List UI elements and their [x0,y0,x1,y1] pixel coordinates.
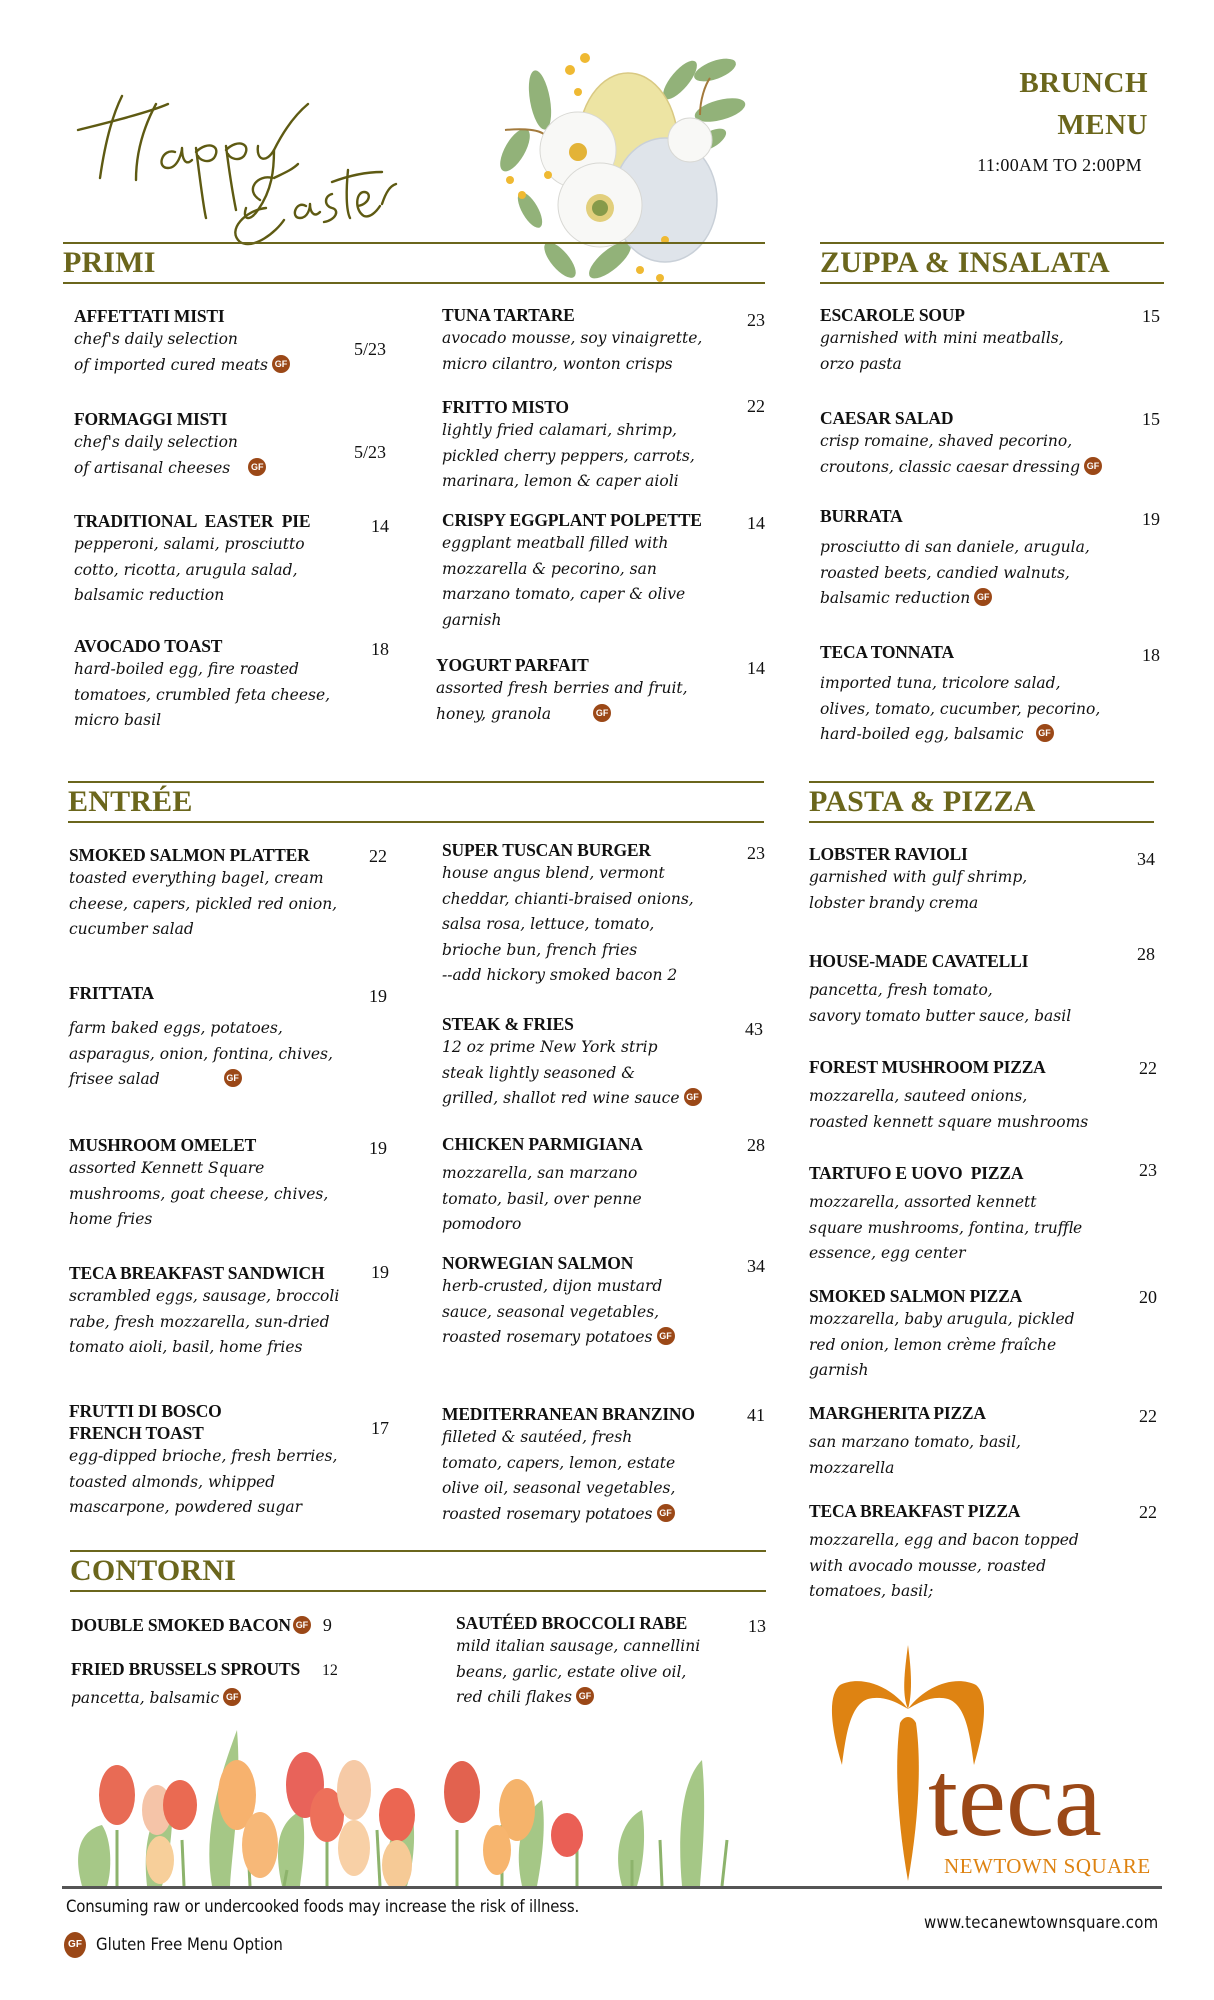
menu-item-super-tuscan-burger [442,839,772,989]
brunch-menu-title [1019,62,1148,146]
item-desc: pepperoni, salami, prosciutto cotto, ricotta, arugula salad, balsamic reduction [74,535,305,604]
item-name: AVOCADO TOAST [74,636,223,656]
menu-item-frutti-di-bosco-french-toast [69,1400,399,1521]
item-price: 13 [748,1616,766,1636]
item-name: TRADITIONAL EASTER PIE [74,511,311,531]
menu-item-forest-mushroom-pizza [809,1056,1159,1135]
menu-item-double-smoked-bacon [71,1614,391,1636]
item-name: STEAK & FRIES [442,1014,574,1034]
item-desc: scrambled eggs, sausage, broccoli rabe, fresh mozzarella, sun-dried tomato aioli, basil, home fries [69,1287,340,1356]
item-name: TECA BREAKFAST SANDWICH [69,1263,325,1283]
gluten-free-badge-icon: GF [64,1932,86,1958]
item-price: 22 [369,846,387,866]
item-price: 43 [745,1019,763,1039]
item-desc: hard-boiled egg, fire roasted tomatoes, crumbled feta cheese, micro basil [74,660,331,729]
item-name: NORWEGIAN SALMON [442,1253,634,1273]
item-desc: pancetta, balsamic GF [71,1686,391,1712]
item-name: FRIED BRUSSELS SPROUTS 12 [71,1659,338,1679]
item-desc: prosciutto di san daniele, arugula, roasted beets, candied walnuts, balsamic reduction GF [820,538,1090,607]
happy-easter-script [70,60,400,250]
item-desc: garnished with mini meatballs, orzo pasta [820,329,1064,373]
item-name: FOREST MUSHROOM PIZZA [809,1057,1046,1077]
item-desc: herb-crusted, dijon mustard sauce, seasonal vegetables, roasted rosemary potatoes GF [442,1274,772,1351]
brunch-title-line2: MENU [1057,109,1148,141]
section-title: ENTRÉE [68,785,193,818]
gluten-free-badge-icon: GF [974,588,992,606]
svg-text:NEWTOWN SQUARE: NEWTOWN SQUARE [944,1854,1151,1878]
menu-item-tartufo-e-uovo-pizza [809,1162,1159,1267]
menu-item-escarole-soup [820,304,1165,377]
menu-item-yogurt-parfait [436,654,772,727]
menu-item-margherita-pizza [809,1402,1159,1481]
gluten-free-badge-icon: GF [293,1616,311,1634]
menu-item-fried-brussels-sprouts [71,1658,391,1712]
section-title: CONTORNI [70,1554,237,1587]
gluten-free-legend-text: Gluten Free Menu Option [96,1935,283,1955]
item-price: 18 [1142,645,1160,665]
item-price: 23 [747,310,765,330]
item-desc: mozzarella, egg and bacon topped with avocado mousse, roasted tomatoes, basil; [809,1531,1079,1600]
item-name: HOUSE-MADE CAVATELLI [809,951,1029,971]
item-price: 14 [747,513,765,533]
gluten-free-badge-icon: GF [657,1327,675,1345]
section-title: PRIMI [63,246,156,279]
menu-item-house-made-cavatelli [809,944,1159,1029]
gluten-free-badge-icon: GF [1084,457,1102,475]
item-price: 34 [747,1256,765,1276]
menu-item-affettati-misti [74,305,404,378]
item-desc: lightly fried calamari, shrimp, pickled cherry peppers, carrots, marinara, lemon & caper aioli [442,421,695,490]
menu-item-crispy-eggplant-polpette [442,509,772,633]
section-title: ZUPPA & INSALATA [820,246,1110,279]
item-name: CRISPY EGGPLANT POLPETTE [442,510,702,530]
item-name: MARGHERITA PIZZA [809,1403,986,1423]
item-name-line2: FRENCH TOAST [69,1423,204,1443]
menu-item-teca-breakfast-pizza [809,1500,1159,1605]
item-price: 5/23 [354,339,387,359]
gluten-free-badge-icon: GF [657,1504,675,1522]
item-desc: 12 oz prime New York strip steak lightly seasoned & grilled, shallot red wine sauce GF [442,1035,772,1112]
menu-item-lobster-ravioli [809,843,1159,916]
item-price: 9 [322,1615,332,1635]
teca-logo-icon [820,1645,1160,1885]
item-name: TARTUFO E UOVO PIZZA [809,1163,1024,1183]
item-name: FRITTO MISTO [442,397,569,417]
item-desc: assorted fresh berries and fruit, honey, granola GF [436,679,688,723]
item-name: BURRATA [820,506,903,526]
raw-food-disclaimer: Consuming raw or undercooked foods may increase the risk of illness. [66,1897,580,1917]
item-name: SMOKED SALMON PIZZA [809,1286,1023,1306]
menu-item-sauteed-broccoli-rabe [456,1612,776,1711]
menu-item-fritto-misto [442,396,772,495]
item-desc: mozzarella, baby arugula, pickled red onion, lemon crème fraîche garnish [809,1310,1075,1379]
item-name: TUNA TARTARE [442,305,575,325]
item-price: 28 [747,1135,765,1155]
item-price: 15 [1142,306,1160,326]
menu-item-tuna-tartare [442,304,772,377]
item-name: TECA BREAKFAST PIZZA [809,1501,1021,1521]
brunch-hours: 11:00AM TO 2:00PM [977,155,1142,175]
svg-text:teca: teca [928,1740,1102,1859]
item-price: 14 [747,658,765,678]
section-header-entree [68,781,764,823]
gluten-free-badge-icon: GF [248,458,266,476]
footer-divider [62,1886,1162,1889]
item-price: 19 [1142,509,1160,529]
item-name: FRITTATA [69,983,154,1003]
gluten-free-badge-icon: GF [224,1069,242,1087]
gluten-free-legend [64,1932,308,1958]
item-price: 22 [1139,1406,1157,1426]
menu-item-traditional-easter-pie [74,510,404,609]
menu-item-norwegian-salmon [442,1252,772,1351]
item-name: CAESAR SALAD [820,408,954,428]
item-name: AFFETTATI MISTI [74,306,225,326]
item-name: LOBSTER RAVIOLI [809,844,968,864]
gluten-free-badge-icon: GF [223,1688,241,1706]
item-price: 23 [1139,1160,1157,1180]
item-desc: egg-dipped brioche, fresh berries, toasted almonds, whipped mascarpone, powdered sugar [69,1447,338,1516]
teca-logo [820,1645,1160,1885]
item-desc: mozzarella, sauteed onions, roasted kennett square mushrooms [809,1087,1089,1131]
menu-item-frittata [69,982,399,1093]
happy-easter-lettering-icon [70,60,400,250]
gluten-free-badge-icon: GF [272,355,290,373]
item-desc: farm baked eggs, potatoes, asparagus, onion, fontina, chives, frisee salad GF [69,1019,333,1088]
menu-item-burrata [820,505,1165,612]
item-name: SAUTÉED BROCCOLI RABE [456,1613,688,1633]
item-name: SMOKED SALMON PLATTER [69,845,310,865]
item-desc: toasted everything bagel, cream cheese, capers, pickled red onion, cucumber salad [69,869,338,938]
gluten-free-badge-icon: GF [576,1687,594,1705]
item-price: 18 [371,639,389,659]
item-price: 41 [747,1405,765,1425]
tulips-illustration [62,1730,782,1886]
item-name: TECA TONNATA [820,642,954,662]
item-price: 20 [1139,1287,1157,1307]
gluten-free-badge-icon: GF [593,704,611,722]
item-name: CHICKEN PARMIGIANA [442,1134,643,1154]
tulips-icon [62,1730,782,1886]
item-desc: imported tuna, tricolore salad, olives, tomato, cucumber, pecorino, hard-boiled egg, balsamic GF [820,674,1101,743]
item-price: 34 [1137,849,1155,869]
section-title: PASTA & PIZZA [809,785,1036,818]
item-price: 19 [369,986,387,1006]
section-header-pasta-pizza [809,781,1154,823]
item-name: ESCAROLE SOUP [820,305,965,325]
item-name: FRUTTI DI BOSCO [69,1401,222,1421]
website-link[interactable]: www.tecanewtownsquare.com [923,1913,1158,1933]
item-desc: filleted & sautéed, fresh tomato, capers, lemon, estate olive oil, seasonal vegetables, roasted rosemary potatoes GF [442,1428,676,1523]
menu-item-teca-tonnata [820,641,1165,748]
item-desc: chef's daily selection of artisanal cheeses GF [74,430,404,481]
item-name: YOGURT PARFAIT [436,655,589,675]
menu-item-caesar-salad [820,407,1165,480]
menu-item-steak-and-fries [442,1013,772,1112]
item-desc: mozzarella, san marzano tomato, basil, over penne pomodoro [442,1164,642,1233]
menu-item-mediterranean-branzino [442,1403,772,1527]
item-desc: mozzarella, assorted kennett square mushrooms, fontina, truffle essence, egg center [809,1193,1083,1262]
section-header-contorni [70,1550,766,1592]
item-price: 12 [322,1662,338,1679]
item-price: 22 [747,396,765,416]
item-price: 15 [1142,409,1160,429]
gluten-free-badge-icon: GF [1036,724,1054,742]
item-price: 19 [371,1262,389,1282]
item-price: 17 [371,1418,389,1438]
section-header-zuppa-insalata [820,242,1164,284]
menu-item-smoked-salmon-pizza [809,1285,1159,1384]
menu-item-chicken-parmigiana [442,1133,772,1238]
item-desc: garnished with gulf shrimp, lobster brandy crema [809,868,1028,912]
item-price: 5/23 [354,442,387,462]
item-price: 14 [371,516,389,536]
item-desc: eggplant meatball filled with mozzarella & pecorino, san marzano tomato, caper & olive garnish [442,534,686,629]
item-desc: mild italian sausage, cannellini beans, garlic, estate olive oil, red chili flakes GF [456,1637,701,1706]
item-price: 22 [1139,1058,1157,1078]
item-name: SUPER TUSCAN BURGER [442,840,651,860]
section-header-primi [63,242,765,284]
item-desc: chef's daily selection of imported cured meats GF [74,327,404,378]
menu-item-mushroom-omelet [69,1134,399,1233]
item-desc: pancetta, fresh tomato, savory tomato butter sauce, basil [809,981,1072,1025]
item-desc: san marzano tomato, basil, mozzarella [809,1433,1021,1477]
gluten-free-badge-icon: GF [684,1088,702,1106]
item-name: MUSHROOM OMELET [69,1135,257,1155]
menu-item-teca-breakfast-sandwich [69,1262,399,1361]
brunch-title-line1: BRUNCH [1019,67,1148,99]
item-price: 19 [369,1138,387,1158]
menu-item-formaggi-misti [74,408,404,481]
item-name: DOUBLE SMOKED BACON GF 9 [71,1615,332,1635]
item-name: FORMAGGI MISTI [74,409,228,429]
item-desc: crisp romaine, shaved pecorino, croutons, classic caesar dressing GF [820,429,1165,480]
menu-item-avocado-toast [74,635,404,734]
item-name: MEDITERRANEAN BRANZINO [442,1404,695,1424]
item-price: 28 [1137,944,1155,964]
item-desc: assorted Kennett Square mushrooms, goat cheese, chives, home fries [69,1159,329,1228]
item-desc: house angus blend, vermont cheddar, chianti-braised onions, salsa rosa, lettuce, tomato, brioche bun, french fries --add hickory smoked bacon 2 [442,864,694,984]
item-price: 22 [1139,1502,1157,1522]
menu-item-smoked-salmon-platter [69,844,399,943]
item-price: 23 [747,843,765,863]
item-desc: avocado mousse, soy vinaigrette, micro cilantro, wonton crisps [442,329,703,373]
